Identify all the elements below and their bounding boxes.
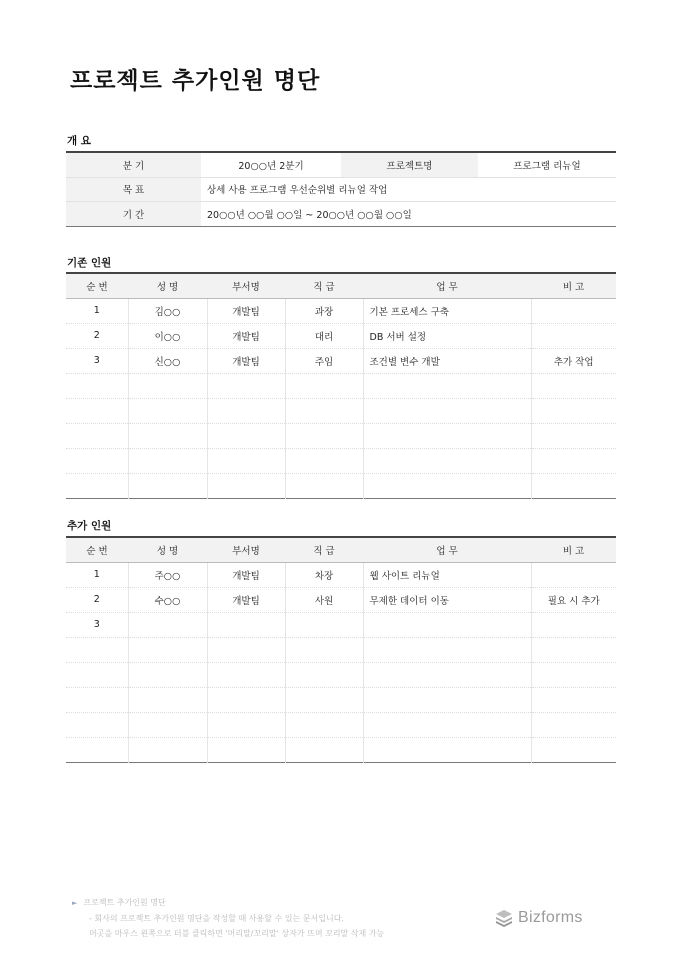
- table-cell[interactable]: [207, 448, 285, 473]
- table-cell[interactable]: [128, 637, 207, 662]
- table-cell[interactable]: 개발팀: [207, 587, 285, 612]
- table-cell[interactable]: 주임: [285, 348, 363, 373]
- added-header-cell: 업 무: [363, 537, 531, 562]
- table-cell[interactable]: [128, 737, 207, 762]
- period-label: 기 간: [66, 202, 201, 227]
- table-cell[interactable]: [363, 473, 531, 498]
- table-cell[interactable]: [207, 637, 285, 662]
- table-cell[interactable]: [207, 712, 285, 737]
- quarter-value[interactable]: 20○○년 2분기: [201, 152, 341, 177]
- table-cell[interactable]: 1: [66, 562, 128, 587]
- table-cell[interactable]: [363, 423, 531, 448]
- table-row: [66, 587, 616, 612]
- table-row: [66, 662, 616, 687]
- bizforms-logo-text: Bizforms: [518, 909, 583, 926]
- table-row: [66, 562, 616, 587]
- bizforms-logo: [494, 908, 583, 928]
- existing-section-title: 기존 인원: [67, 257, 112, 269]
- project-name-value[interactable]: 프로그램 리뉴얼: [478, 152, 616, 177]
- table-cell[interactable]: 추가 작업: [531, 348, 616, 373]
- table-cell[interactable]: 신○○: [128, 348, 207, 373]
- table-row: [66, 687, 616, 712]
- table-cell[interactable]: 필요 시 추가: [531, 587, 616, 612]
- table-cell[interactable]: [285, 398, 363, 423]
- existing-header-cell: 순 번: [66, 273, 128, 298]
- table-row: [66, 473, 616, 498]
- overview-row-quarter: [66, 152, 616, 177]
- table-cell[interactable]: [531, 473, 616, 498]
- table-row: [66, 423, 616, 448]
- existing-members-table: [66, 272, 616, 499]
- table-cell[interactable]: [66, 662, 128, 687]
- table-cell[interactable]: 1: [66, 298, 128, 323]
- table-cell[interactable]: [66, 637, 128, 662]
- added-header-cell: 성 명: [128, 537, 207, 562]
- table-cell[interactable]: [363, 712, 531, 737]
- table-cell[interactable]: [531, 373, 616, 398]
- table-cell[interactable]: [531, 737, 616, 762]
- goal-label: 목 표: [66, 177, 201, 202]
- table-cell[interactable]: [207, 612, 285, 637]
- table-row: [66, 637, 616, 662]
- table-cell[interactable]: 사원: [285, 587, 363, 612]
- table-cell[interactable]: 수○○: [128, 587, 207, 612]
- table-row: [66, 373, 616, 398]
- table-cell[interactable]: [66, 448, 128, 473]
- table-cell[interactable]: 3: [66, 348, 128, 373]
- added-section-title: 추가 인원: [67, 520, 112, 532]
- page-title: 프로젝트 추가인원 명단: [70, 68, 321, 94]
- table-cell[interactable]: 이○○: [128, 323, 207, 348]
- table-cell[interactable]: [531, 562, 616, 587]
- table-cell[interactable]: [531, 448, 616, 473]
- table-cell[interactable]: [66, 473, 128, 498]
- table-cell[interactable]: 주○○: [128, 562, 207, 587]
- added-header-cell: 직 급: [285, 537, 363, 562]
- table-cell[interactable]: [285, 373, 363, 398]
- table-cell[interactable]: [363, 373, 531, 398]
- existing-header-cell: 업 무: [363, 273, 531, 298]
- footer-description: - 회사의 프로젝트 추가인원 명단을 작성할 때 사용할 수 있는 문서입니다.: [89, 914, 344, 923]
- existing-header-cell: 부서명: [207, 273, 285, 298]
- table-cell[interactable]: 차장: [285, 562, 363, 587]
- existing-header-cell: 성 명: [128, 273, 207, 298]
- overview-row-period: [66, 202, 616, 227]
- table-cell[interactable]: [363, 612, 531, 637]
- table-cell[interactable]: [363, 737, 531, 762]
- triangle-bullet-icon: ►: [72, 899, 78, 907]
- table-row: [66, 612, 616, 637]
- table-row: [66, 448, 616, 473]
- added-header-cell: 순 번: [66, 537, 128, 562]
- table-cell[interactable]: [207, 687, 285, 712]
- table-cell[interactable]: [128, 612, 207, 637]
- table-cell[interactable]: [66, 687, 128, 712]
- table-cell[interactable]: [363, 448, 531, 473]
- table-row: [66, 737, 616, 762]
- table-cell[interactable]: [66, 737, 128, 762]
- existing-header-cell: 직 급: [285, 273, 363, 298]
- table-cell[interactable]: [207, 737, 285, 762]
- table-cell[interactable]: [207, 423, 285, 448]
- table-cell[interactable]: [285, 687, 363, 712]
- table-cell[interactable]: [531, 662, 616, 687]
- table-cell[interactable]: [285, 448, 363, 473]
- table-cell[interactable]: [363, 637, 531, 662]
- table-cell[interactable]: [531, 323, 616, 348]
- added-rows: [66, 562, 616, 762]
- table-cell[interactable]: [128, 473, 207, 498]
- table-cell[interactable]: DB 서버 설정: [363, 323, 531, 348]
- table-cell[interactable]: [285, 612, 363, 637]
- goal-value[interactable]: 상세 사용 프로그램 우선순위별 리뉴얼 작업: [201, 177, 616, 202]
- table-cell[interactable]: 개발팀: [207, 298, 285, 323]
- table-row: [66, 323, 616, 348]
- table-cell[interactable]: [128, 423, 207, 448]
- table-cell[interactable]: 2: [66, 323, 128, 348]
- table-cell[interactable]: [128, 712, 207, 737]
- table-cell[interactable]: 3: [66, 612, 128, 637]
- table-cell[interactable]: [207, 373, 285, 398]
- table-cell[interactable]: [363, 687, 531, 712]
- table-row: [66, 348, 616, 373]
- table-cell[interactable]: [66, 373, 128, 398]
- added-header-cell: 비 고: [531, 537, 616, 562]
- table-cell[interactable]: 기본 프로세스 구축: [363, 298, 531, 323]
- overview-table: [66, 151, 616, 227]
- table-cell[interactable]: 2: [66, 587, 128, 612]
- existing-rows: [66, 298, 616, 498]
- table-cell[interactable]: [66, 398, 128, 423]
- table-cell[interactable]: [285, 662, 363, 687]
- table-cell[interactable]: [128, 448, 207, 473]
- table-cell[interactable]: [207, 398, 285, 423]
- table-cell[interactable]: 웹 사이트 리뉴얼: [363, 562, 531, 587]
- table-cell[interactable]: [531, 637, 616, 662]
- table-cell[interactable]: [285, 423, 363, 448]
- table-cell[interactable]: [128, 398, 207, 423]
- table-cell[interactable]: [531, 298, 616, 323]
- footer-doc-name: 프로젝트 추가인원 명단: [83, 898, 166, 907]
- table-cell[interactable]: [531, 398, 616, 423]
- table-cell[interactable]: [207, 473, 285, 498]
- table-cell[interactable]: [285, 637, 363, 662]
- table-cell[interactable]: [128, 687, 207, 712]
- table-cell[interactable]: [363, 662, 531, 687]
- table-cell[interactable]: [531, 712, 616, 737]
- overview-row-goal: [66, 177, 616, 202]
- footer-hint: 머곳을 마우스 왼쪽으로 더블 클릭하면 '머리말/꼬리말' 상자가 뜨며 꼬리말 삭제 가능: [89, 929, 385, 938]
- table-cell[interactable]: 대리: [285, 323, 363, 348]
- table-cell[interactable]: [128, 662, 207, 687]
- existing-header-cell: 비 고: [531, 273, 616, 298]
- table-cell[interactable]: [285, 712, 363, 737]
- table-cell[interactable]: 개발팀: [207, 323, 285, 348]
- period-value[interactable]: 20○○년 ○○월 ○○일 ~ 20○○년 ○○월 ○○일: [207, 209, 412, 221]
- bizforms-logo-icon: [494, 908, 514, 928]
- table-cell[interactable]: 개발팀: [207, 348, 285, 373]
- added-header-row: [66, 537, 616, 562]
- table-cell[interactable]: [531, 612, 616, 637]
- footer-note: [72, 895, 384, 941]
- table-cell[interactable]: 조건별 변수 개발: [363, 348, 531, 373]
- existing-header-row: [66, 273, 616, 298]
- table-row: [66, 298, 616, 323]
- project-name-label: 프로젝트명: [341, 152, 478, 177]
- table-cell[interactable]: [285, 473, 363, 498]
- table-cell[interactable]: [285, 737, 363, 762]
- table-cell[interactable]: [531, 687, 616, 712]
- table-cell[interactable]: [66, 423, 128, 448]
- table-cell[interactable]: 김○○: [128, 298, 207, 323]
- table-cell[interactable]: 과장: [285, 298, 363, 323]
- table-cell[interactable]: [531, 423, 616, 448]
- table-cell[interactable]: 개발팀: [207, 562, 285, 587]
- added-members-table: [66, 536, 616, 763]
- table-row: [66, 398, 616, 423]
- overview-section-title: 개 요: [67, 135, 91, 147]
- added-header-cell: 부서명: [207, 537, 285, 562]
- table-cell[interactable]: 무제한 데이터 이동: [363, 587, 531, 612]
- table-cell[interactable]: [363, 398, 531, 423]
- table-cell[interactable]: [66, 712, 128, 737]
- table-row: [66, 712, 616, 737]
- table-cell[interactable]: [128, 373, 207, 398]
- table-cell[interactable]: [207, 662, 285, 687]
- quarter-label: 분 기: [66, 152, 201, 177]
